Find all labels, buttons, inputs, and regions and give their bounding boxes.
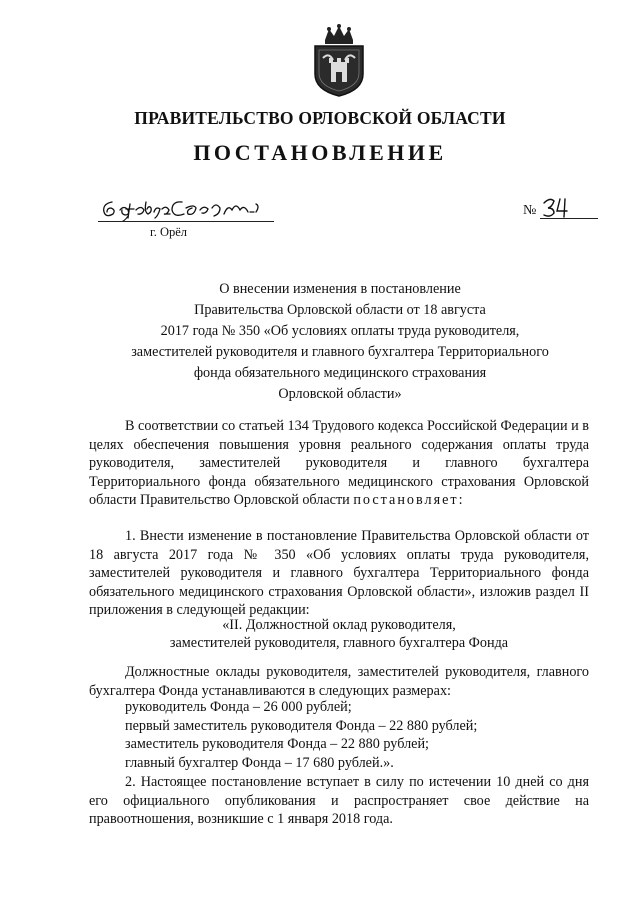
preamble-paragraph bbox=[89, 417, 589, 510]
subject-heading bbox=[120, 279, 560, 405]
item-1-text: 1. Внести изменение в постановление Правительства Орловской области от 18 августа 2017 года № 350 «Об условиях оплаты труда руководителя, заместителей руководителя и главного бухгалтера Территориального фонда обязательного медицинского страхования Орловской области», изложив раздел II приложения в следующей редакции: bbox=[89, 528, 589, 618]
date-underline bbox=[98, 221, 274, 222]
handwritten-date bbox=[98, 196, 270, 222]
coat-of-arms-icon bbox=[311, 24, 367, 98]
organization-name: ПРАВИТЕЛЬСТВО ОРЛОВСКОЙ ОБЛАСТИ bbox=[134, 108, 506, 128]
salary-line: руководитель Фонда – 26 000 рублей; bbox=[125, 699, 352, 715]
document-type-title: ПОСТАНОВЛЕНИЕ bbox=[193, 140, 447, 165]
section-title-line-2: заместителей руководителя, главного бухгалтера Фонда bbox=[169, 635, 509, 651]
preamble-emphasis: постановляет: bbox=[353, 492, 465, 508]
subject-line: О внесении изменения в постановление bbox=[219, 281, 461, 297]
salary-line: первый заместитель руководителя Фонда – 22 880 рублей; bbox=[125, 718, 478, 734]
subject-line: заместителей руководителя и главного бухгалтера Территориального bbox=[131, 344, 549, 360]
salary-line: главный бухгалтер Фонда – 17 680 рублей.». bbox=[125, 755, 394, 771]
item-2-paragraph bbox=[89, 773, 589, 829]
preamble-text: В соответствии со статьей 134 Трудового кодекса Российской Федерации и в целях обеспечения повышения уровня реального содержания оплаты труда руководителя, заместителей руководителя и главного бухгалтера Территориального фонда обязательного медицинского страхования Орловской области Правительство Орловской области bbox=[89, 418, 589, 508]
subject-line: 2017 года № 350 «Об условиях оплаты труда руководителя, bbox=[160, 323, 520, 339]
item-2-text: 2. Настоящее постановление вступает в силу по истечении 10 дней со дня его официального опубликования и распространяет свое действие на правоотношения, возникшие с 1 января 2018 года. bbox=[89, 774, 589, 827]
number-label: № bbox=[523, 203, 537, 218]
handwritten-number bbox=[540, 193, 580, 219]
subject-line: Правительства Орловской области от 18 августа bbox=[194, 302, 486, 318]
number-underline bbox=[540, 218, 598, 219]
section-title-line-1: «II. Должностной оклад руководителя, bbox=[222, 617, 456, 633]
subject-line: Орловской области» bbox=[278, 386, 402, 402]
salary-line: заместитель руководителя Фонда – 22 880 рублей; bbox=[125, 736, 429, 752]
subject-line: фонда обязательного медицинского страхования bbox=[193, 365, 487, 381]
salaries-intro-paragraph bbox=[89, 663, 589, 700]
item-1-paragraph bbox=[89, 527, 589, 620]
salaries-intro-text: Должностные оклады руководителя, заместителей руководителя, главного бухгалтера Фонда устанавливаются в следующих размерах: bbox=[89, 664, 589, 699]
city-label: г. Орёл bbox=[150, 225, 188, 239]
